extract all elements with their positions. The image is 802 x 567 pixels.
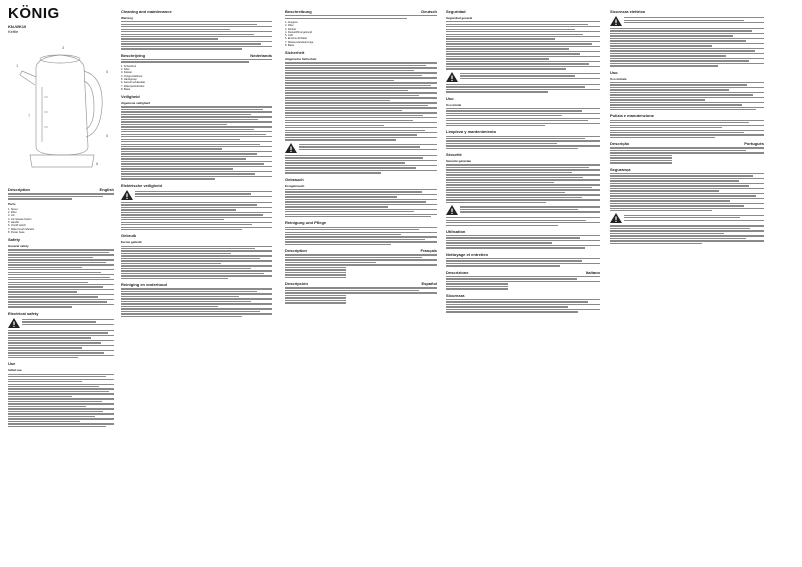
section-title: Pulizia e manutenzione xyxy=(610,113,655,119)
section-title: Gebrauch xyxy=(285,176,304,182)
section-title: Reiniging en onderhoud xyxy=(121,282,167,288)
section-title: Nettoyage et entretien xyxy=(446,251,489,257)
section-title: Beschreibung Deutsch xyxy=(285,9,437,14)
section-title: Descrição Português xyxy=(610,141,764,147)
kettle-illustration xyxy=(8,37,114,177)
column-english: KÖNIG KN-WK10 Kettle 1 3 5 6 7 8 Description English Parts 1. Spout 2. Filter 3. Lid 4. Lid release button 5. Handle 6. On/off switch 7. Water level indicator 8. Power base Safety General safety Electrical safety Use Initial use xyxy=(8,6,114,428)
section-title: Beschrijving Nederlands xyxy=(121,52,272,58)
part-number-8: 8 xyxy=(96,161,99,166)
product-name: Kettle xyxy=(8,29,19,34)
part-number-7: 7 xyxy=(28,113,31,118)
column-spanish-french: Seguridad Seguridad general Uso Uso inicial Limpieza y mantenimiento Sécurité Sécurité générale Utilisation Nettoyage et entretien Descrizione Italiano Sicurezza xyxy=(446,6,600,314)
warning-block xyxy=(285,143,437,153)
section-title: Sécurité xyxy=(446,152,462,158)
warning-triangle-icon xyxy=(8,318,20,328)
section-title: Seguridad xyxy=(446,9,466,14)
parts-list: 1. Ausguss 2. Filter 3. Deckel 4. Deckelöffnungsknopf 5. Griff 6. Ein/Aus-Schalter 7. Wasserstandsanzeige 8. Basis xyxy=(285,20,314,48)
section-title: Gebruik xyxy=(121,233,137,239)
warning-block xyxy=(121,190,272,200)
section-title: Veiligheid xyxy=(121,94,140,100)
brand-logo: KÖNIG xyxy=(8,5,60,22)
warning-triangle-icon xyxy=(446,205,458,215)
section-title: Sicurezza elettrica xyxy=(610,9,645,14)
section-title: Electrical safety xyxy=(8,310,39,316)
part-number-1: 1 xyxy=(16,63,19,68)
warning-block xyxy=(446,72,600,82)
section-title: Safety xyxy=(8,237,21,243)
section-title: Uso xyxy=(610,69,618,75)
section-title: Use xyxy=(8,361,16,367)
column-italian-portuguese: Sicurezza elettrica Uso Uso iniziale Pulizia e manutenzione Descrição Português Segurança xyxy=(610,6,764,245)
section-title: Elektrische veiligheid xyxy=(121,182,162,188)
warning-triangle-icon xyxy=(610,16,622,26)
warning-triangle-icon xyxy=(285,143,297,153)
part-number-6: 6 xyxy=(106,133,109,138)
section-title: Description English xyxy=(8,187,114,193)
part-number-3: 3 xyxy=(62,45,65,50)
warning-triangle-icon xyxy=(121,190,133,200)
parts-list: 1. Schenktuit 2. Filter 3. Deksel 4. Ontgrendelknop 5. Handgreep 6. Aan/uit-schakelaar 7. Waterpeilindicator 8. Basis xyxy=(121,64,146,91)
section-title: Sicherheit xyxy=(285,50,305,56)
section-title: Limpieza y mantenimiento xyxy=(446,129,497,135)
section-title: Reinigung und Pflege xyxy=(285,220,327,226)
section-title: Uso xyxy=(446,95,454,101)
warning-block xyxy=(8,318,114,328)
part-number-5: 5 xyxy=(106,69,109,74)
section-title: Descrizione Italiano xyxy=(446,269,600,275)
parts-title: Parts xyxy=(8,201,16,206)
warning-block xyxy=(610,16,764,26)
warning-block xyxy=(610,213,764,223)
section-title: Descripción Español xyxy=(285,281,437,287)
parts-list: 1. Spout 2. Filter 3. Lid 4. Lid release button 5. Handle 6. On/off switch 7. Water level indicator 8. Power base xyxy=(8,207,35,234)
warning-block xyxy=(446,205,600,215)
section-title: Utilisation xyxy=(446,228,466,234)
section-title: Segurança xyxy=(610,166,631,172)
warning-triangle-icon xyxy=(446,72,458,82)
section-title: Sicurezza xyxy=(446,292,465,298)
column-dutch: Cleaning and maintenance Warning Beschrijving Nederlands 1. Schenktuit 2. Filter 3. Deksel 4. Ontgrendelknop 5. Handgreep 6. Aan/uit-schakelaar 7. Waterpeilindicator 8. Basis Veiligheid Algemene veiligheid Elektrische veiligheid Gebruik Eerste gebruik Reiniging en onderhoud xyxy=(121,6,272,318)
model-number: KN-WK10 xyxy=(8,24,27,29)
column-german: Beschreibung Deutsch 1. Ausguss 2. Filter 3. Deckel 4. Deckelöffnungsknopf 5. Griff 6. Ein/Aus-Schalter 7. Wasserstandsanzeige 8. Basis Sicherheit Allgemeine Sicherheit Gebrauch Erstgebrauch Reinigung und Pflege Description Français Descripción Español xyxy=(285,6,437,305)
section-title: Cleaning and maintenance xyxy=(121,9,172,14)
section-title: Description Français xyxy=(285,248,437,254)
warning-triangle-icon xyxy=(610,213,622,223)
